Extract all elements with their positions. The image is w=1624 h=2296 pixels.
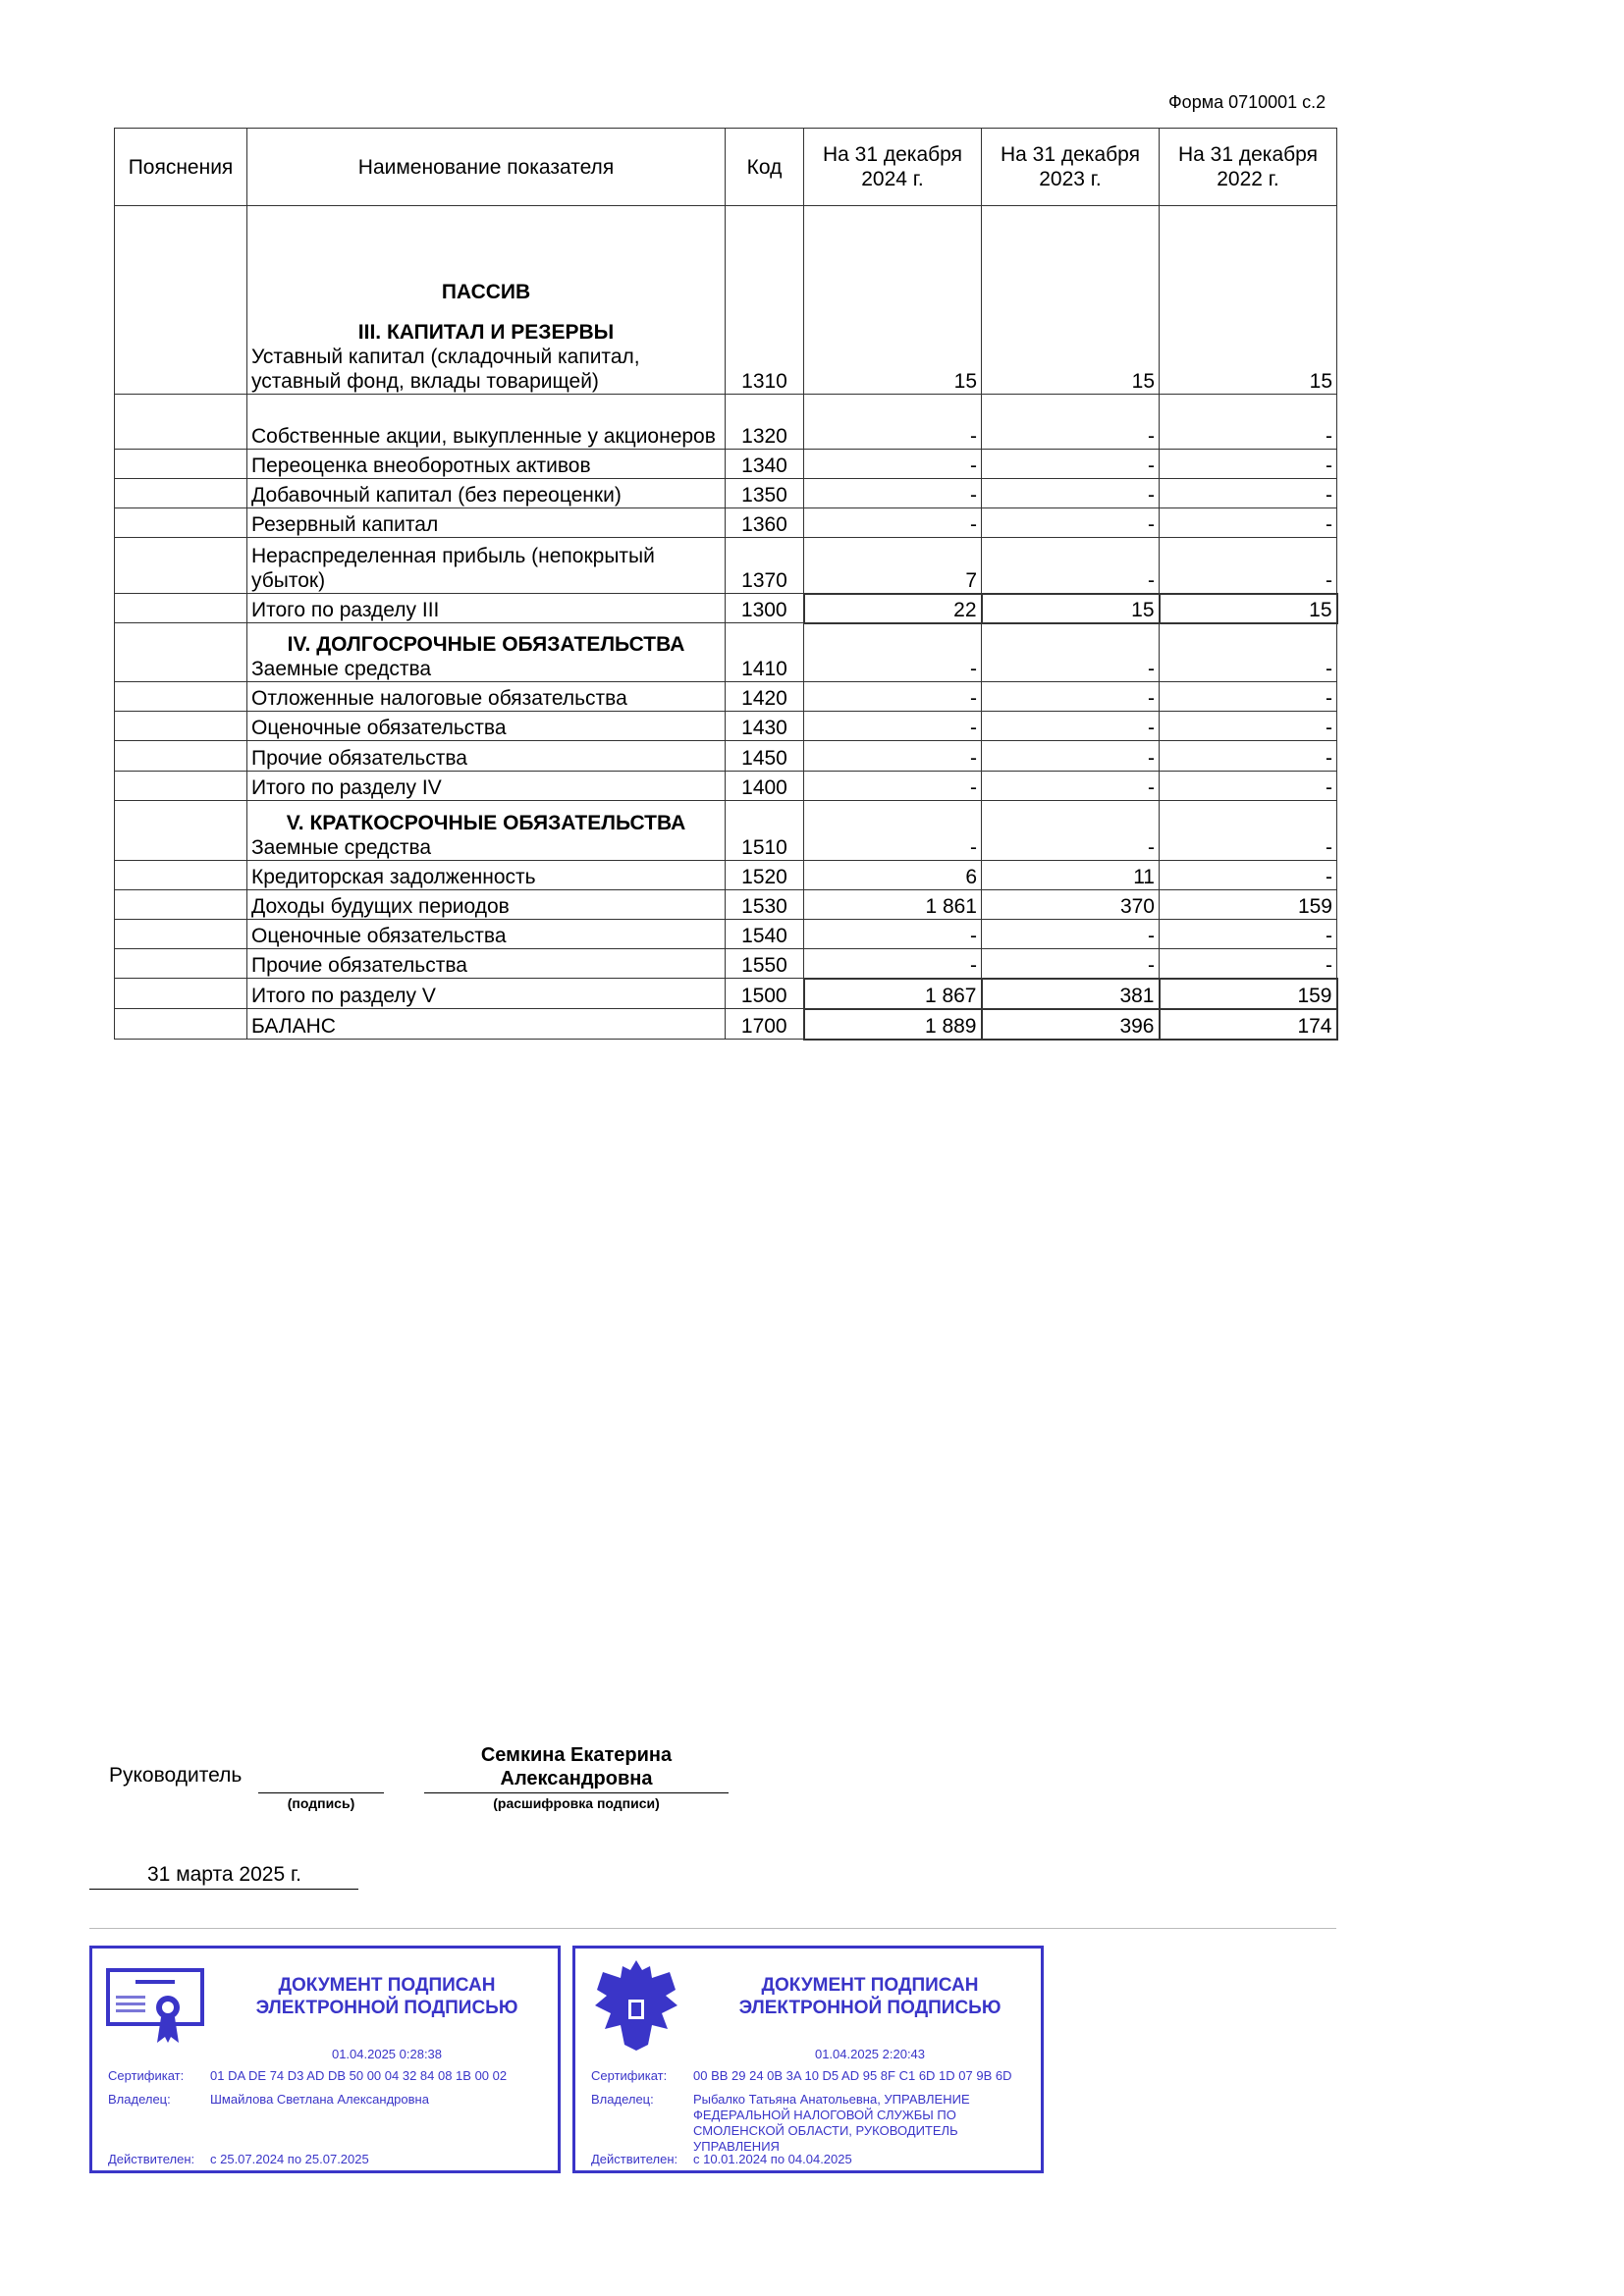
- code-cell: 1500: [726, 979, 804, 1009]
- section-heading-long-term: IV. ДОЛГОСРОЧНЫЕ ОБЯЗАТЕЛЬСТВА: [287, 633, 685, 656]
- value-cell: -: [982, 538, 1160, 594]
- indicator-name-cell: [247, 206, 726, 395]
- value-cell: -: [982, 741, 1160, 772]
- value-cell: -: [982, 801, 1160, 861]
- indicator-name: Кредиторская задолженность: [247, 861, 726, 890]
- indicator-name: Уставный капитал (складочный капитал, уставный фонд, вклады товарищей): [251, 346, 640, 393]
- value-cell: -: [1160, 623, 1337, 682]
- notes-cell: [115, 861, 247, 890]
- table-row-1420: [115, 682, 1337, 712]
- indicator-name: Переоценка внеоборотных активов: [247, 450, 726, 479]
- decode-line: [424, 1792, 729, 1793]
- code-cell: 1350: [726, 479, 804, 508]
- value-cell: -: [1160, 479, 1337, 508]
- signer-role: Руководитель: [109, 1764, 243, 1787]
- header-name: Наименование показателя: [247, 129, 726, 206]
- value-cell: 7: [804, 538, 982, 594]
- table-row-1530: [115, 890, 1337, 920]
- code-cell: 1320: [726, 395, 804, 450]
- code-cell: 1540: [726, 920, 804, 949]
- value-cell: -: [1160, 682, 1337, 712]
- code-cell: 1310: [726, 206, 804, 395]
- value-cell: -: [804, 772, 982, 801]
- table-row-1340: [115, 450, 1337, 479]
- notes-cell: [115, 801, 247, 861]
- signer-name: Семкина Екатерина Александровна: [480, 1744, 673, 1789]
- divider: [89, 1928, 1336, 1929]
- indicator-name: Прочие обязательства: [247, 741, 726, 772]
- indicator-name: Оценочные обязательства: [247, 712, 726, 741]
- value-cell: 15: [982, 594, 1160, 623]
- stamp-title: ДОКУМЕНТ ПОДПИСАН ЭЛЕКТРОННОЙ ПОДПИСЬЮ: [738, 1975, 1001, 2018]
- decode-caption: (расшифровка подписи): [493, 1795, 660, 1811]
- value-cell: -: [982, 395, 1160, 450]
- valid-value: с 10.01.2024 по 04.04.2025: [693, 2152, 852, 2166]
- table-row-1360: [115, 508, 1337, 538]
- table-row-1510: [115, 801, 1337, 861]
- notes-cell: [115, 538, 247, 594]
- value-cell: -: [982, 949, 1160, 979]
- valid-label: Действителен:: [591, 2152, 678, 2166]
- value-cell: 22: [804, 594, 982, 623]
- value-cell: -: [804, 623, 982, 682]
- value-cell: -: [1160, 920, 1337, 949]
- value-cell: -: [982, 450, 1160, 479]
- notes-cell: [115, 682, 247, 712]
- indicator-name: Оценочные обязательства: [247, 920, 726, 949]
- cert-value: 00 BB 29 24 0B 3A 10 D5 AD 95 8F C1 6D 1D 07 9B 6D: [693, 2068, 1012, 2083]
- table-row-1430: [115, 712, 1337, 741]
- value-cell: -: [1160, 949, 1337, 979]
- notes-cell: [115, 712, 247, 741]
- notes-cell: [115, 623, 247, 682]
- code-cell: 1300: [726, 594, 804, 623]
- value-cell: 6: [804, 861, 982, 890]
- indicator-name: Резервный капитал: [247, 508, 726, 538]
- signature-line: [258, 1792, 384, 1793]
- code-cell: 1340: [726, 450, 804, 479]
- code-cell: 1550: [726, 949, 804, 979]
- cert-label: Сертификат:: [591, 2068, 668, 2083]
- valid-value: с 25.07.2024 по 25.07.2025: [210, 2152, 369, 2166]
- value-cell: 15: [982, 206, 1160, 395]
- section-heading-short-term: V. КРАТКОСРОЧНЫЕ ОБЯЗАТЕЛЬСТВА: [286, 812, 686, 834]
- signature-date: 31 марта 2025 г.: [147, 1863, 301, 1886]
- code-cell: 1700: [726, 1009, 804, 1040]
- notes-cell: [115, 772, 247, 801]
- value-cell: 15: [1160, 206, 1337, 395]
- coat-of-arms-icon: [591, 1956, 681, 2055]
- value-cell: 381: [982, 979, 1160, 1009]
- notes-cell: [115, 979, 247, 1009]
- notes-cell: [115, 920, 247, 949]
- value-cell: -: [804, 741, 982, 772]
- indicator-name: БАЛАНС: [247, 1009, 726, 1040]
- value-cell: -: [1160, 712, 1337, 741]
- table-row-1520: [115, 861, 1337, 890]
- indicator-name: Нераспределенная прибыль (непокрытый убыток): [247, 538, 726, 594]
- certificate-icon: [106, 1968, 204, 2047]
- table-row-1450: [115, 741, 1337, 772]
- table-row-1310: [115, 206, 1337, 395]
- value-cell: -: [1160, 861, 1337, 890]
- value-cell: -: [804, 450, 982, 479]
- indicator-name: Итого по разделу IV: [247, 772, 726, 801]
- table-header-row: [115, 129, 1337, 206]
- value-cell: 1 867: [804, 979, 982, 1009]
- owner-value: Шмайлова Светлана Александровна: [210, 2092, 429, 2107]
- code-cell: 1360: [726, 508, 804, 538]
- notes-cell: [115, 206, 247, 395]
- indicator-name-cell: [247, 623, 726, 682]
- signature-stamp-2: [572, 1946, 1044, 2173]
- notes-cell: [115, 508, 247, 538]
- notes-cell: [115, 949, 247, 979]
- value-cell: 396: [982, 1009, 1160, 1040]
- notes-cell: [115, 450, 247, 479]
- table-row-1700: [115, 1009, 1337, 1040]
- section-heading-passive: ПАССИВ: [441, 281, 531, 303]
- signature-stamp-1: [89, 1946, 561, 2173]
- indicator-name: Добавочный капитал (без переоценки): [247, 479, 726, 508]
- value-cell: 1 861: [804, 890, 982, 920]
- indicator-name: Доходы будущих периодов: [247, 890, 726, 920]
- value-cell: -: [1160, 508, 1337, 538]
- value-cell: -: [982, 508, 1160, 538]
- header-code: Код: [726, 129, 804, 206]
- value-cell: -: [982, 772, 1160, 801]
- value-cell: 11: [982, 861, 1160, 890]
- indicator-name: Заемные средства: [251, 836, 432, 859]
- valid-label: Действителен:: [108, 2152, 195, 2166]
- value-cell: 15: [804, 206, 982, 395]
- form-code: Форма 0710001 с.2: [1168, 92, 1326, 112]
- code-cell: 1370: [726, 538, 804, 594]
- header-2023: На 31 декабря 2023 г.: [982, 129, 1160, 206]
- indicator-name: Итого по разделу III: [247, 594, 726, 623]
- table-row-1350: [115, 479, 1337, 508]
- table-row-1370: [115, 538, 1337, 594]
- code-cell: 1410: [726, 623, 804, 682]
- table-row-1500: [115, 979, 1337, 1009]
- value-cell: -: [1160, 395, 1337, 450]
- signature-caption: (подпись): [287, 1795, 355, 1811]
- value-cell: -: [982, 920, 1160, 949]
- owner-label: Владелец:: [591, 2092, 654, 2107]
- code-cell: 1400: [726, 772, 804, 801]
- indicator-name: Отложенные налоговые обязательства: [247, 682, 726, 712]
- value-cell: -: [804, 395, 982, 450]
- stamp-date: 01.04.2025 2:20:43: [814, 2047, 926, 2061]
- notes-cell: [115, 890, 247, 920]
- value-cell: -: [1160, 538, 1337, 594]
- value-cell: -: [1160, 450, 1337, 479]
- cert-value: 01 DA DE 74 D3 AD DB 50 00 04 32 84 08 1B 00 02: [210, 2068, 508, 2083]
- header-notes: Пояснения: [115, 129, 247, 206]
- value-cell: -: [1160, 801, 1337, 861]
- value-cell: -: [804, 682, 982, 712]
- table-row-1550: [115, 949, 1337, 979]
- code-cell: 1520: [726, 861, 804, 890]
- indicator-name-cell: [247, 801, 726, 861]
- balance-table: [114, 128, 1338, 1041]
- value-cell: 159: [1160, 979, 1337, 1009]
- section-heading-capital: III. КАПИТАЛ И РЕЗЕРВЫ: [357, 321, 615, 344]
- value-cell: -: [982, 479, 1160, 508]
- value-cell: -: [804, 508, 982, 538]
- stamp-date: 01.04.2025 0:28:38: [331, 2047, 443, 2061]
- value-cell: 370: [982, 890, 1160, 920]
- date-line: [89, 1889, 358, 1890]
- value-cell: -: [982, 712, 1160, 741]
- cert-label: Сертификат:: [108, 2068, 185, 2083]
- code-cell: 1420: [726, 682, 804, 712]
- value-cell: -: [1160, 772, 1337, 801]
- notes-cell: [115, 395, 247, 450]
- table-row-1320: [115, 395, 1337, 450]
- value-cell: 15: [1160, 594, 1337, 623]
- value-cell: -: [804, 479, 982, 508]
- owner-label: Владелец:: [108, 2092, 171, 2107]
- table-row-1400: [115, 772, 1337, 801]
- notes-cell: [115, 741, 247, 772]
- header-2024: На 31 декабря 2024 г.: [804, 129, 982, 206]
- notes-cell: [115, 479, 247, 508]
- table-row-1300: [115, 594, 1337, 623]
- value-cell: 1 889: [804, 1009, 982, 1040]
- value-cell: -: [804, 949, 982, 979]
- table-row-1540: [115, 920, 1337, 949]
- value-cell: 159: [1160, 890, 1337, 920]
- code-cell: 1530: [726, 890, 804, 920]
- table-row-1410: [115, 623, 1337, 682]
- value-cell: -: [804, 712, 982, 741]
- owner-value: Рыбалко Татьяна Анатольевна, УПРАВЛЕНИЕ ФЕДЕРАЛЬНОЙ НАЛОГОВОЙ СЛУЖБЫ ПО СМОЛЕНСКОЙ ОБЛАСТИ, РУКОВОДИТЕЛЬ УПРАВЛЕНИЯ: [693, 2092, 970, 2154]
- stamp-title: ДОКУМЕНТ ПОДПИСАН ЭЛЕКТРОННОЙ ПОДПИСЬЮ: [255, 1975, 518, 2018]
- value-cell: -: [1160, 741, 1337, 772]
- code-cell: 1510: [726, 801, 804, 861]
- indicator-name: Собственные акции, выкупленные у акционеров: [247, 395, 726, 450]
- code-cell: 1450: [726, 741, 804, 772]
- header-2022: На 31 декабря 2022 г.: [1160, 129, 1337, 206]
- notes-cell: [115, 1009, 247, 1040]
- value-cell: -: [804, 801, 982, 861]
- indicator-name: Заемные средства: [251, 658, 432, 680]
- value-cell: -: [982, 623, 1160, 682]
- code-cell: 1430: [726, 712, 804, 741]
- indicator-name: Прочие обязательства: [247, 949, 726, 979]
- notes-cell: [115, 594, 247, 623]
- value-cell: -: [982, 682, 1160, 712]
- value-cell: -: [804, 920, 982, 949]
- value-cell: 174: [1160, 1009, 1337, 1040]
- indicator-name: Итого по разделу V: [247, 979, 726, 1009]
